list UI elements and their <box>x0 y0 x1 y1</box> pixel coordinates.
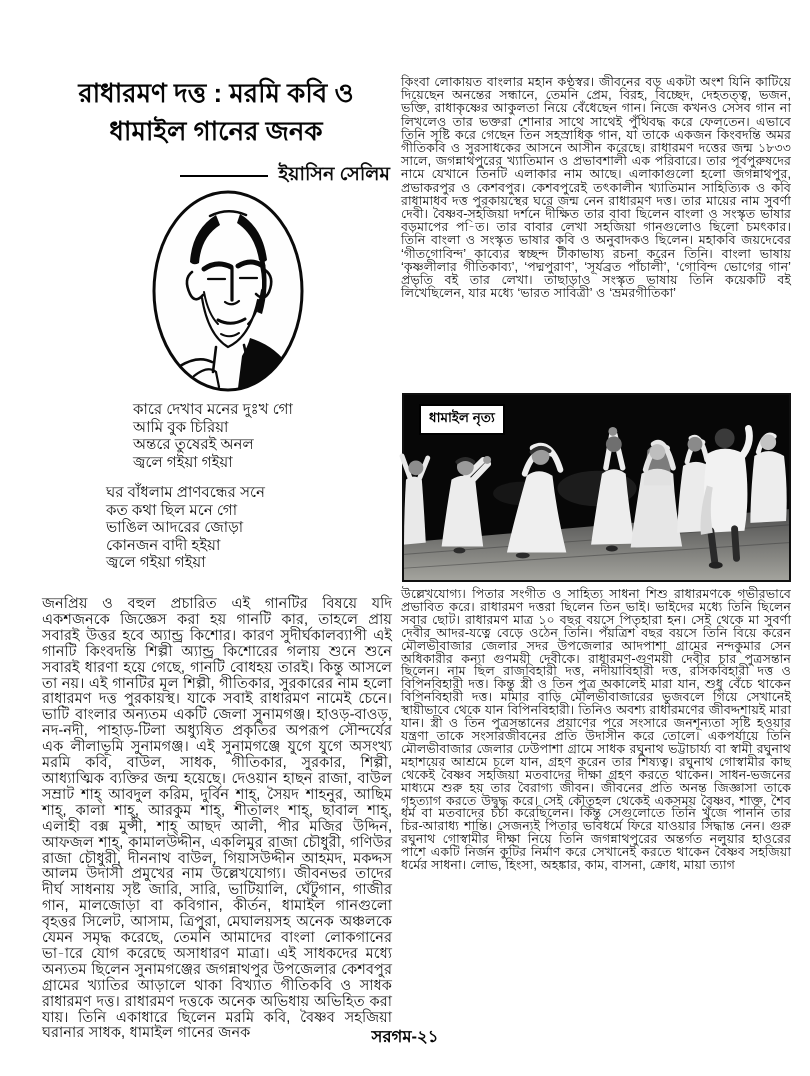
byline-author: ইয়াসিন সেলিম <box>278 164 390 185</box>
poem-line: আমি বুক চিরিয়া <box>133 418 229 436</box>
poem-stanza-2 <box>106 484 265 572</box>
poem-line: কত কথা ছিল মনে গো <box>106 501 238 519</box>
poem-line: জ্বলে গইয়া গইয়া <box>106 554 206 571</box>
page-footer: সরগম-২১ <box>371 1028 439 1046</box>
poem-line: কোনজন বাদী হইয়া <box>106 536 221 554</box>
poem-line: ভাঙিল আদরের জোড়া <box>106 519 244 536</box>
portrait-sketch-icon <box>150 188 306 394</box>
article-title <box>42 74 390 150</box>
article-title-line1: রাধারমণ দত্ত : মরমি কবি ও <box>78 78 354 108</box>
poem-line: অন্তরে তুষেরই অনল <box>133 436 254 453</box>
poem-line: জ্বলে গইয়া গইয়া <box>133 453 233 471</box>
poem-stanza-1 <box>133 401 293 471</box>
byline-rule <box>180 175 268 177</box>
photo-caption-label: ধামাইল নৃত্য <box>419 404 505 435</box>
article-title-line2: ধামাইল গানের জনক <box>109 116 323 146</box>
left-column-paragraph: জনপ্রিয় ও বহুল প্রচারিত এই গানটির বিষয়ে যদি একশজনকে জিজ্ঞেস করা হয় গানটি কার, তাহলে প্রায় সবারই উত্তর হবে অ্যান্ড্র কিশোর। কারণ সুদীর্ঘকালব্যাপী এই গানটি কিংবদন্তি শিল্পী অ্যান্ড্র কিশোরের গলায় শুনে শুনে সবারই ধারণা হয়ে গেছে, গানটি বোধহয় তারই। কিন্তু আসলে তা নয়। এই গানটির মূল শিল্পী, গীতিকার, সুরকারের নাম হলো রাধারমণ দত্ত পুরকায়স্থ। যাকে সবাই রাধারমণ নামেই চেনে। ভাটি বাংলার অন্যতম একটি জেলা সুনামগঞ্জ। হাওড়-বাওড়, নদ-নদী, পাহাড়-টিলা অধ্যুষিত প্রকৃতির অপরূপ সৌন্দর্যের এক লীলাভূমি সুনামগঞ্জ। এই সুনামগঞ্জে যুগে যুগে অসংখ্য মরমি কবি, বাউল, সাধক, গীতিকার, সুরকার, শিল্পী, আধ্যাত্মিক ব্যক্তির জন্ম হয়েছে। দেওয়ান হাছন রাজা, বাউল সম্রাট শাহ্ আবদুল করিম, দুর্বিন শাহ্, সৈয়দ শাহনুর, আছিম শাহ্, কালা শাহ্, আরকুম শাহ্, শীতালং শাহ্, ছাবাল শাহ্, এলাহী বক্স মুন্সী, শাহ্ আছদ আলী, পীর মজির উদ্দিন, আফজল শাহ্, কামালউদ্দীন, একলিমুর রাজা চৌধুরী, গণিউর রাজা চৌধুরী, দীননাথ বাউল, গিয়াসউদ্দীন আহমদ, মকদ্দস আলম উদাসী প্রমুখের নাম উল্লেখযোগ্য। জীবনভর তাদের দীর্ঘ সাধনায় সৃষ্ট জারি, সারি, ভাটিয়ালি, ঘেঁটুগান, গাজীর গান, মালজোড়া বা কবিগান, কীর্তন, ধামাইল গানগুলো বৃহত্তর সিলেট, আসাম, ত্রিপুরা, মেঘালয়সহ অনেক অঞ্চলকে যেমন সমৃদ্ধ করেছে, তেমনি আমাদের বাংলা লোকগানের ভা-ারে যোগ করেছে অসাধারণ মাত্রা। এই সাধকদের মধ্যে অন্যতম ছিলেন সুনামগঞ্জের জগন্নাথপুর উপজেলার কেশবপুর গ্রামের খ্যাতির আড়ালে থাকা বিখ্যাত গীতিকবি ও সাধক রাধারমণ দত্ত। রাধারমণ দত্তকে অনেক অভিধায় অভিহিত করা যায়। তিনি একাধারে ছিলেন মরমি কবি, বৈষ্ণব সহজিয়া ঘরানার সাধক, ধামাইল গানের জনক <box>42 596 392 1042</box>
right-column-paragraph-1: কিংবা লোকায়ত বাংলার মহান কণ্ঠস্বর। জীবনের বড় একটা অংশ যিনি কাটিয়ে দিয়েছেন অনন্তের সন্ধানে, তেমনি প্রেম, বিরহ, বিচ্ছেদ, দেহতত্ত্ব, ভজন, ভক্তি, রাধাকৃষ্ণের আকুলতা নিয়ে বেঁধেছেন গান। নিজে কখনও সেসব গান না লিখলেও তার ভক্তরা শোনার সাথে সাথেই পুঁথিবদ্ধ করে ফেলতেন। এভাবে তিনি সৃষ্টি করে গেছেন তিন সহস্রাধিক গান, যা তাকে একজন কিংবদন্তি অমর গীতিকবি ও সুরসাধকের আসনে আসীন করেছে। রাধারমণ দত্তের জন্ম ১৮৩৩ সালে, জগন্নাথপুরের খ্যাতিমান ও প্রভাবশালী এক পরিবারে। তার পূর্বপুরুষদের নামে যেখানে তিনটি এলাকার নাম আছে। এলাকাগুলো হলো জগন্নাথপুর, প্রভাকরপুর ও কেশবপুর। কেশবপুরেই তৎকালীন খ্যাতিমান সাহিত্যিক ও কবি রাধামাধব দত্ত পুরকায়স্থের ঘরে জন্ম নেন রাধারমণ দত্ত। তার মায়ের নাম সুবর্ণা দেবী। বৈষ্ণব-সহজিয়া দর্শনে দীক্ষিত তার বাবা ছিলেন বাংলা ও সংস্কৃত ভাষার বড়মাপের প-িত। তার বাবার লেখা সহজিয়া গানগুলোও ছিলো চমৎকার। তিনি বাংলা ও সংস্কৃত ভাষার কবি ও অনুবাদকও ছিলেন। মহাকবি জয়দেবের ‘গীতগোবিন্দ’ কাব্যের স্বচ্ছন্দ টীকাভাষ্য রচনা করেন তিনি। বাংলা ভাষায় ‘কৃষ্ণলীলার গীতিকাব্য’, ‘পদ্মপুরাণ’, ‘সূর্যব্রত পাঁচালী’, ‘গোবিন্দ ভোগের গান’ প্রভৃতি বই তার লেখা। তাছাড়াও সংস্কৃত ভাষায় তিনি কয়েকটি বই লিখেছিলেন, যার মধ্যে ‘ভারত সাবিত্রী’ ও ‘ভ্রমরগীতিকা’ <box>401 75 791 301</box>
right-column-paragraph-2: উল্লেখযোগ্য। পিতার সংগীত ও সাহিত্য সাধনা শিশু রাধারমণকে গভীরভাবে প্রভাবিত করে। রাধারমণ দত্তরা ছিলেন তিন ভাই। ভাইদের মধ্যে তিনি ছিলেন সবার ছোট। রাধারমণ মাত্র ১০ বছর বয়সে পিতৃহারা হন। সেই থেকে মা সুবর্ণা দেবীর আদর-যত্নে বেড়ে ওঠেন তিনি। পঁয়ত্রিশ বছর বয়সে তিনি বিয়ে করেন মৌলভীবাজার জেলার সদর উপজেলার আদপাশা গ্রামের নন্দকুমার সেন অধিকারীর কন্যা গুণময়ী দেবীকে। রাধারমণ-গুণময়ী দেবীর চার পুত্রসন্তান ছিলেন। নাম ছিল রাজবিহারী দত্ত, নদীয়াবিহারী দত্ত, রসিকবিহারী দত্ত ও বিপিনবিহারী দত্ত। কিন্তু স্ত্রী ও তিন পুত্র অকালেই মারা যান, শুধু বেঁচে থাকেন বিপিনবিহারী দত্ত। মামার বাড়ি মৌলভীবাজারের ভুজবলে গিয়ে সেখানেই স্থায়ীভাবে থেকে যান বিপিনবিহারী। তিনিও অবশ্য রাধারমণের জীবদ্দশায়ই মারা যান। স্ত্রী ও তিন পুত্রসন্তানের প্রয়াণের পরে সংসারে জনশূন্যতা সৃষ্টি হওয়ার যন্ত্রণা তাকে সংসারজীবনের প্রতি উদাসীন করে তোলে। একপর্যায়ে তিনি মৌলভীবাজার জেলার ঢেউপাশা গ্রামে সাধক রঘুনাথ ভট্টাচার্য্য বা স্বামী রঘুনাথ মহাশয়ের আশ্রমে চলে যান, গ্রহণ করেন তার শিষ্যত্ব। রঘুনাথ গোস্বামীর কাছ থেকেই বৈষ্ণব সহজিয়া মতবাদের দীক্ষা গ্রহণ করতে থাকেন। সাধন-ভজনের মাধ্যমে শুরু হয় তার বৈরাগ্য জীবন। জীবনের প্রতি অনন্ত জিজ্ঞাসা তাকে গৃহত্যাগ করতে উদ্বুদ্ধ করে। সেই কৌতূহল থেকেই একসময় বৈষ্ণব, শাক্ত, শৈব ধর্ম বা মতবাদের চর্চা করেছিলেন। কিন্তু সেগুলোতে তিনি খুঁজে পাননি তার চির-আরাধ্য শান্তি। সেজন্যই পিতার ভাবধর্মে ফিরে যাওয়ার সিদ্ধান্ত নেন। গুরু রঘুনাথ গোস্বামীর দীক্ষা নিয়ে তিনি জগন্নাথপুরের অন্তর্গত নলুয়ার হাওরের পাশে একটি নির্জন কুটির নির্মাণ করে সেখানেই করতে থাকেন বৈষ্ণব সহজিয়া ধর্মের সাধনা। লোভ, হিংসা, অহঙ্কার, কাম, বাসনা, ক্রোধ, মায়া ত্যাগ <box>401 587 791 873</box>
dhamail-dance-photo <box>402 393 791 582</box>
poem-line: ঘর বাঁধলাম প্রাণবন্ধের সনে <box>106 484 265 501</box>
portrait-illustration <box>150 188 306 394</box>
poem-line: কারে দেখাব মনের দুঃখ গো <box>133 401 293 418</box>
